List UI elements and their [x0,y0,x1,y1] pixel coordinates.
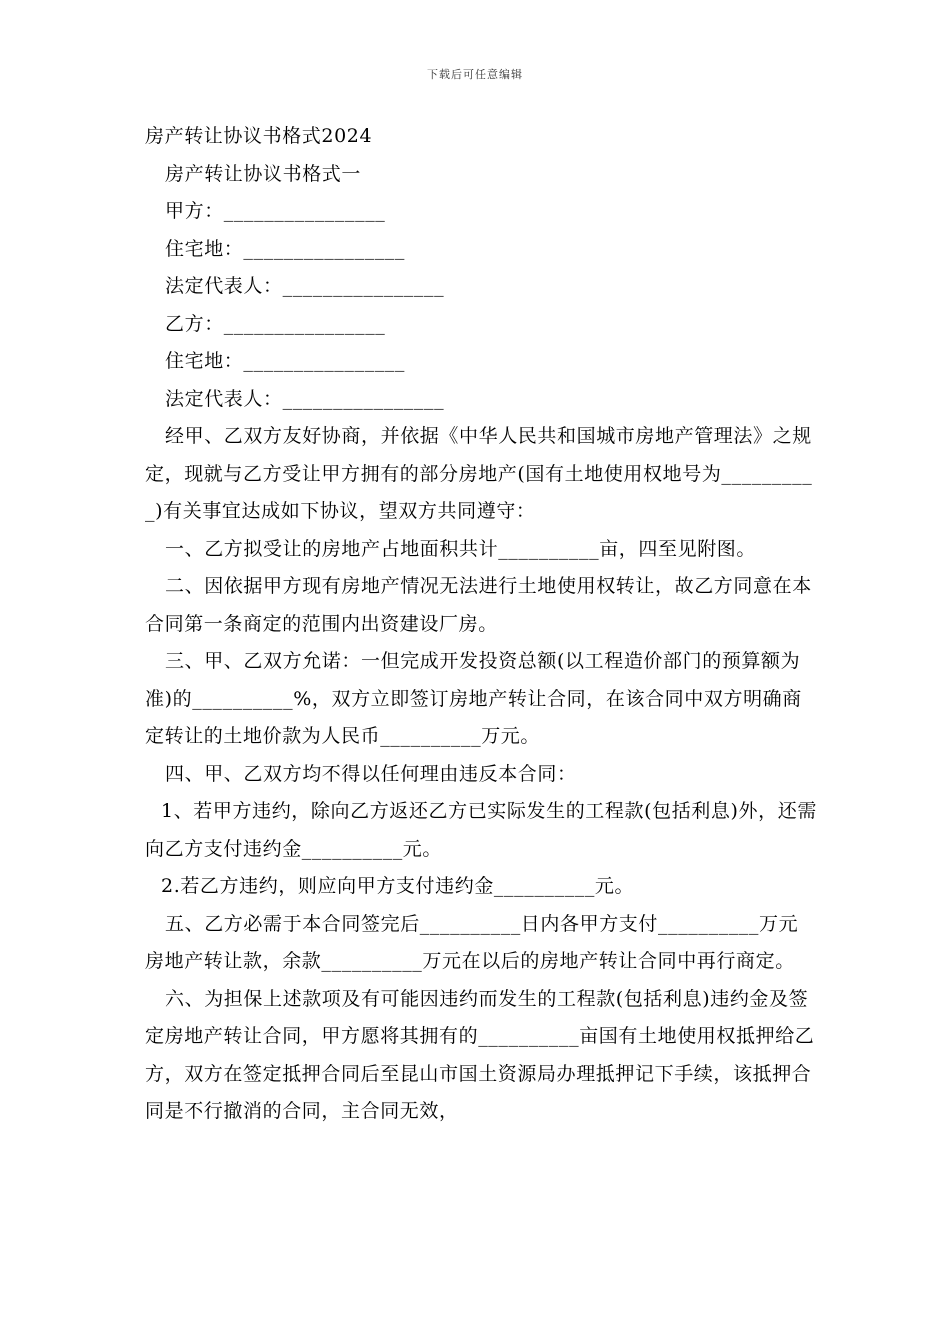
clause-4-1-paragraph: 1、若甲方违约，除向乙方返还乙方已实际发生的工程款(包括利息)外，还需向乙方支付违约金__________元。 [145,800,817,860]
party-a-line: 甲方：________________ [165,200,386,222]
clause-5-paragraph: 五、乙方必需于本合同签完后__________日内各甲方支付__________万元房地产转让款，余款__________万元在以后的房地产转让合同中再行商定。 [145,912,799,972]
party-b-representative-line: 法定代表人：________________ [165,387,445,410]
page-header-note: 下载后可任意编辑 [427,68,523,81]
clause-4-paragraph: 四、甲、乙双方均不得以任何理由违反本合同： [165,762,577,785]
clause-2-paragraph: 二、因依据甲方现有房地产情况无法进行土地使用权转让，故乙方同意在本合同第一条商定的范围内出资建设厂房。 [145,575,812,635]
preamble-paragraph: 经甲、乙双方友好协商，并依据《中华人民共和国城市房地产管理法》之规定，现就与乙方受让甲方拥有的部分房地产(国有土地使用权地号为__________)有关事宜达成如下协议，望双方共同遵守： [145,425,813,522]
clause-1-paragraph: 一、乙方拟受让的房地产占地面积共计__________亩，四至见附图。 [165,537,757,560]
party-a-address-line: 住宅地：________________ [165,237,406,260]
clause-4-2-paragraph: 2.若乙方违约，则应向甲方支付违约金__________元。 [161,875,635,897]
clause-6-paragraph: 六、为担保上述款项及有可能因违约而发生的工程款(包括利息)违约金及签定房地产转让合同，甲方愿将其拥有的__________亩国有土地使用权抵押给乙方，双方在签定抵押合同后至昆山市国土资源局办理抵押记下手续，该抵押合同是不行撤消的合同，主合同无效， [145,987,815,1122]
document-body [145,118,817,1131]
clause-3-paragraph: 三、甲、乙双方允诺：一但完成开发投资总额(以工程造价部门的预算额为准)的__________%，双方立即签订房地产转让合同，在该合同中双方明确商定转让的土地价款为人民币__________万元。 [145,650,802,747]
document-subtitle: 房产转让协议书格式一 [165,162,362,185]
document-title: 房产转让协议书格式2024 [145,125,373,147]
party-a-representative-line: 法定代表人：________________ [165,275,445,297]
party-b-line: 乙方：________________ [165,312,386,335]
party-b-address-line: 住宅地：________________ [165,350,406,372]
